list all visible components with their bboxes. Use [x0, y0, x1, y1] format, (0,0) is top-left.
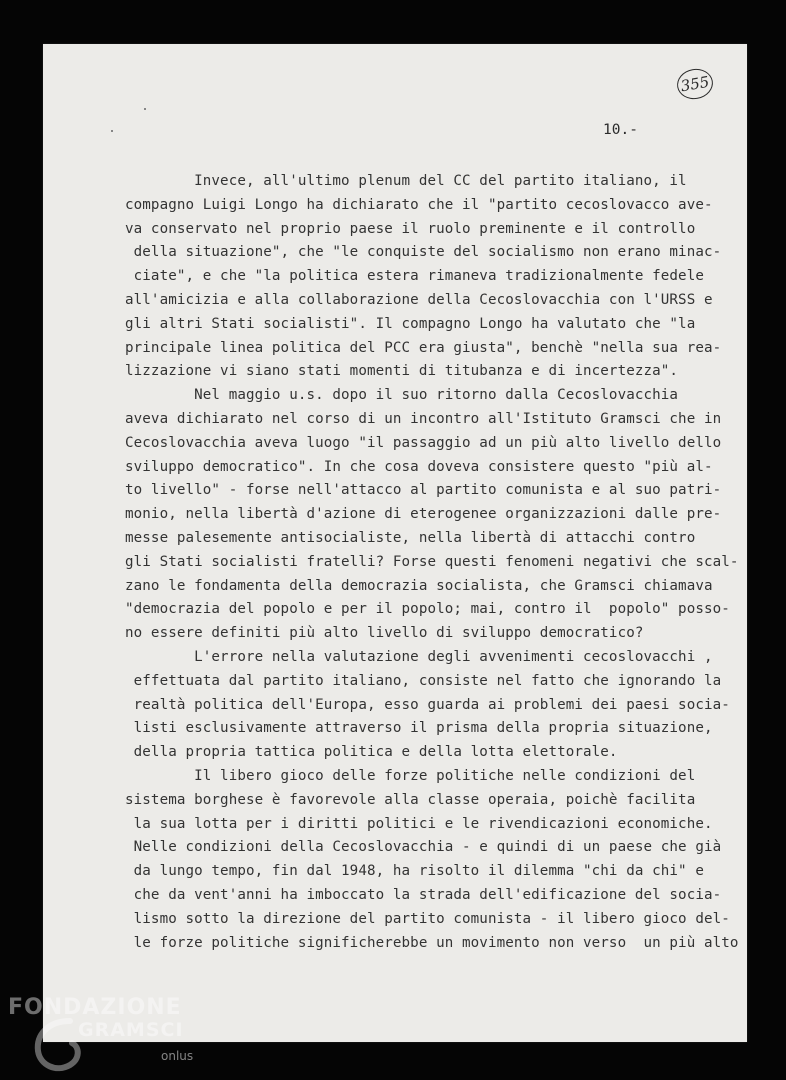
- text-line: Nelle condizioni della Cecoslovacchia - e quindi di un paese che già: [125, 839, 722, 856]
- text-line: lizzazione vi siano stati momenti di titubanza e di incertezza".: [125, 363, 679, 380]
- page-number: 10.-: [603, 122, 638, 138]
- typewritten-body: [125, 170, 745, 955]
- text-line: aveva dichiarato nel corso di un incontro all'Istituto Gramsci che in: [125, 410, 722, 427]
- document-page: [43, 44, 747, 1042]
- text-line: della situazione", che "le conquiste del socialismo non erano minac-: [125, 244, 722, 261]
- text-line: che da vent'anni ha imboccato la strada dell'edificazione del socia-: [125, 886, 722, 903]
- fondazione-gramsci-watermark: [8, 995, 208, 1075]
- text-line: to livello" - forse nell'attacco al partito comunista e al suo patri-: [125, 482, 722, 499]
- text-line: sistema borghese è favorevole alla classe operaia, poichè facilita: [125, 791, 696, 808]
- text-line: compagno Luigi Longo ha dichiarato che il "partito cecoslovacco ave-: [125, 196, 713, 213]
- text-line: lismo sotto la direzione del partito comunista - il libero gioco del-: [125, 910, 730, 927]
- watermark-line-2: GRAMSCI: [78, 1019, 184, 1041]
- watermark-line-3: onlus: [161, 1049, 194, 1063]
- text-line: effettuata dal partito italiano, consiste nel fatto che ignorando la: [125, 672, 722, 689]
- text-line: gli altri Stati socialisti". Il compagno Longo ha valutato che "la: [125, 315, 696, 332]
- text-line: monio, nella libertà d'azione di eterogenee organizzazioni dalle pre-: [125, 506, 722, 523]
- text-line: Cecoslovacchia aveva luogo "il passaggio ad un più alto livello dello: [125, 434, 722, 451]
- text-line: la sua lotta per i diritti politici e le rivendicazioni economiche.: [125, 815, 713, 832]
- archive-stamp-number: 355: [675, 66, 716, 102]
- paper-mark: [144, 108, 146, 110]
- text-line: Invece, all'ultimo plenum del CC del partito italiano, il: [125, 173, 687, 189]
- text-line: listi esclusivamente attraverso il prisma della propria situazione,: [125, 720, 713, 737]
- text-line: "democrazia del popolo e per il popolo; mai, contro il popolo" posso-: [125, 601, 730, 618]
- text-line: gli Stati socialisti fratelli? Forse questi fenomeni negativi che scal-: [125, 553, 739, 570]
- watermark-line-1: FONDAZIONE: [8, 995, 182, 1020]
- text-line: no essere definiti più alto livello di sviluppo democratico?: [125, 625, 644, 642]
- text-line: va conservato nel proprio paese il ruolo preminente e il controllo: [125, 220, 696, 237]
- text-line: ciate", e che "la politica estera rimaneva tradizionalmente fedele: [125, 268, 704, 285]
- text-line: le forze politiche significherebbe un movimento non verso un più alto: [125, 934, 739, 951]
- text-line: Nel maggio u.s. dopo il suo ritorno dalla Cecoslovacchia: [125, 387, 679, 404]
- paper-mark: [111, 130, 113, 132]
- text-line: sviluppo democratico". In che cosa doveva consistere questo "più al-: [125, 458, 713, 475]
- text-line: all'amicizia e alla collaborazione della Cecoslovacchia con l'URSS e: [125, 291, 713, 308]
- text-line: Il libero gioco delle forze politiche nelle condizioni del: [125, 767, 696, 784]
- text-line: principale linea politica del PCC era giusta", benchè "nella sua rea-: [125, 339, 722, 356]
- text-line: realtà politica dell'Europa, esso guarda ai problemi dei paesi socia-: [125, 696, 730, 713]
- text-line: L'errore nella valutazione degli avvenimenti cecoslovacchi ,: [125, 648, 713, 665]
- text-line: da lungo tempo, fin dal 1948, ha risolto il dilemma "chi da chi" e: [125, 863, 704, 880]
- text-line: zano le fondamenta della democrazia socialista, che Gramsci chiamava: [125, 577, 713, 594]
- text-line: della propria tattica politica e della lotta elettorale.: [125, 744, 618, 761]
- text-line: messe palesemente antisocialiste, nella libertà di attacchi contro: [125, 529, 696, 546]
